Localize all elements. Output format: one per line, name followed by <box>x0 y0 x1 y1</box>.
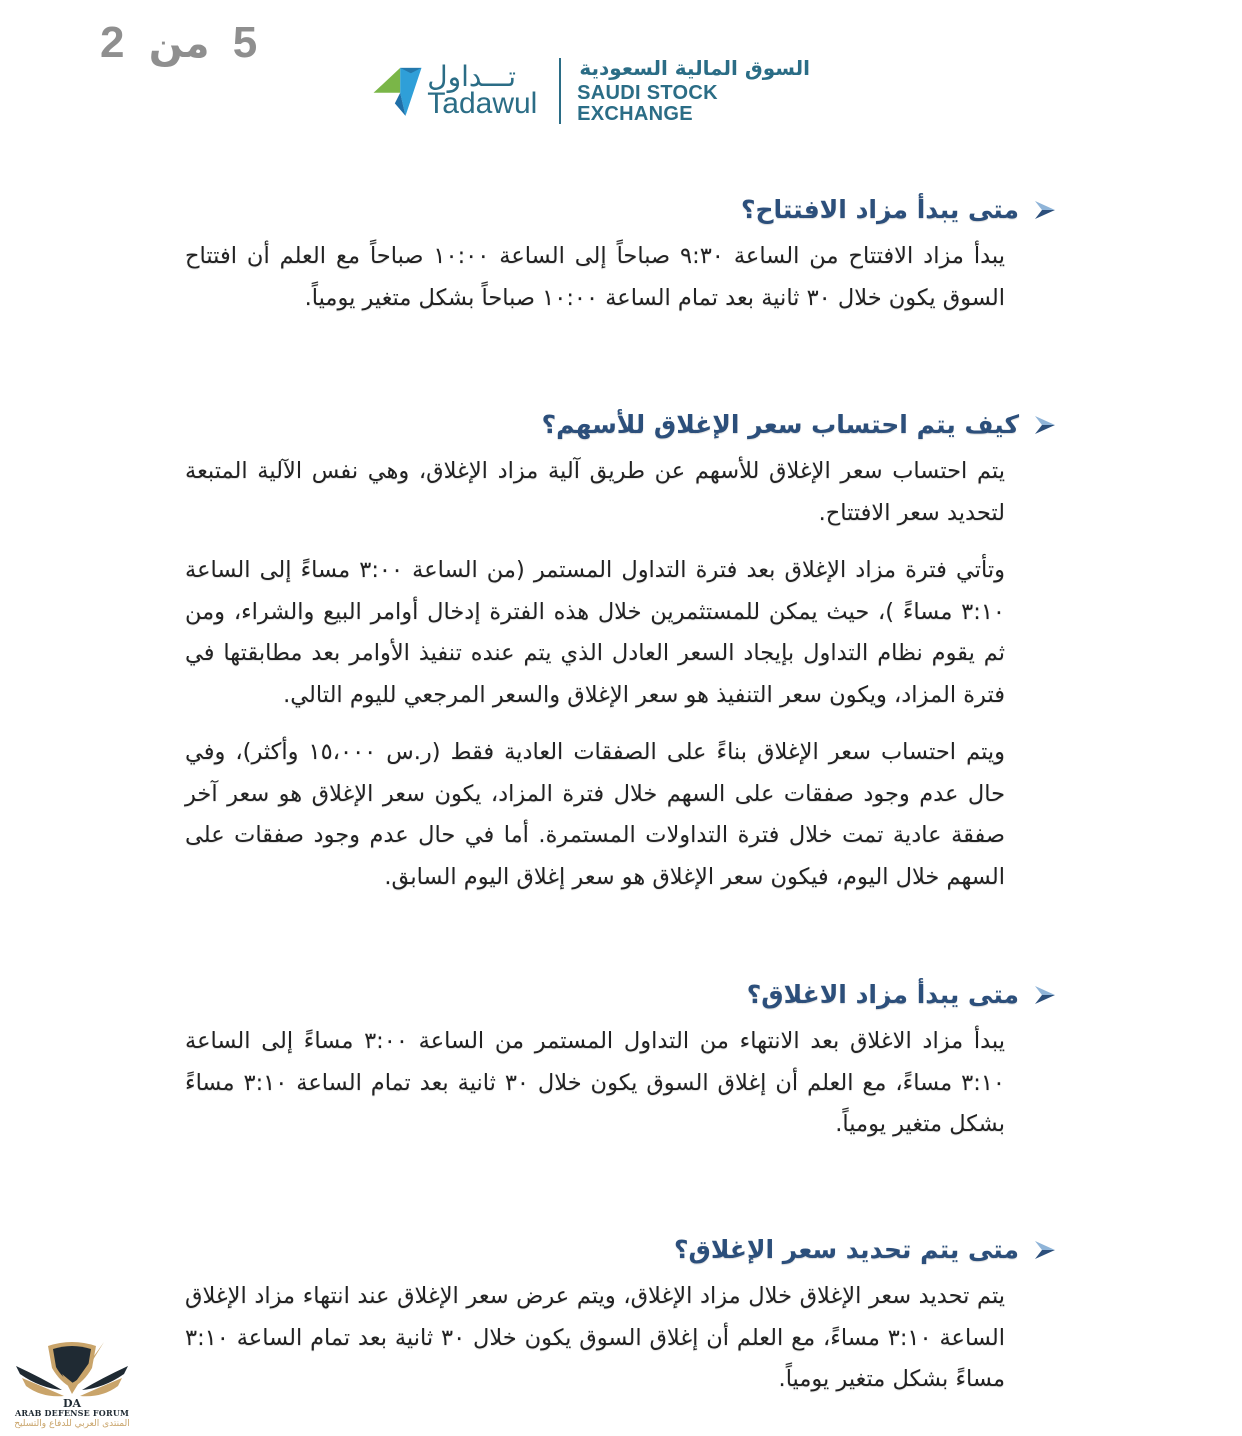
shield-wings-logo-icon <box>12 1338 132 1408</box>
logo-english-name: Tadawul <box>427 87 538 120</box>
answer-paragraph: يتم احتساب سعر الإغلاق للأسهم عن طريق آلية مزاد الإغلاق، وهي نفس الآلية المتبعة لتحديد سعر الافتتاح. <box>185 458 1005 526</box>
logo-brand-text <box>427 60 538 120</box>
faq-section <box>185 195 1057 319</box>
page-current: 2 <box>100 18 126 67</box>
answer-paragraph: ويتم احتساب سعر الإغلاق بناءً على الصفقات العادية فقط (ر.س ١٥،٠٠٠ وأكثر)، وفي حال عدم وجود صفقات على السهم خلال فترة المزاد، يكون سعر الإغلاق هو سعر آخر صفقة عادية تمت خلال فترة التداولات المستمرة. أما في حال عدم وجود صفقات على السهم خلال اليوم، فيكون سعر الإغلاق هو سعر إغلاق اليوم السابق. <box>185 739 1005 890</box>
faq-question <box>185 410 1057 439</box>
faq-question <box>185 195 1057 224</box>
logo-exchange-text <box>577 55 810 125</box>
faq-question <box>185 980 1057 1009</box>
logo-exchange-english: SAUDI STOCK EXCHANGE <box>577 81 718 125</box>
arrow-bullet-icon <box>1033 1239 1057 1261</box>
page-counter <box>100 18 258 68</box>
answer-paragraph: يبدأ مزاد الافتتاح من الساعة ٩:٣٠ صباحاً إلى الساعة ١٠:٠٠ صباحاً مع العلم أن افتتاح السوق يكون خلال ٣٠ ثانية بعد تمام الساعة ١٠:٠٠ صباحاً بشكل متغير يومياً. <box>185 243 1005 311</box>
logo-exchange-arabic: السوق المالية السعودية <box>579 55 810 80</box>
logo-divider <box>559 58 561 124</box>
logo-arabic-name: تـــداول <box>427 60 517 93</box>
faq-question <box>185 1235 1057 1264</box>
arrow-bullet-icon <box>1033 984 1057 1006</box>
answer-paragraph: يتم تحديد سعر الإغلاق خلال مزاد الإغلاق، ويتم عرض سعر الإغلاق عند انتهاء مزاد الإغلاق الساعة ٣:١٠ مساءً، مع العلم أن إغلاق السوق يكون خلال ٣٠ ثانية بعد تمام الساعة ٣:١٠ مساءً بشكل متغير يومياً. <box>185 1283 1005 1392</box>
faq-section <box>185 410 1057 898</box>
question-text: كيف يتم احتساب سعر الإغلاق للأسهم؟ <box>541 410 1019 439</box>
question-text: متى يتم تحديد سعر الإغلاق؟ <box>673 1235 1019 1264</box>
answer-paragraph: وتأتي فترة مزاد الإغلاق بعد فترة التداول المستمر (من الساعة ٣:٠٠ مساءً إلى الساعة ٣:١٠ مساءً )، حيث يمكن للمستثمرين خلال هذه الفترة إدخال أوامر البيع والشراء، ومن ثم يقوم نظام التداول بإيجاد السعر العادل الذي يتم عنده تنفيذ الأوامر بعد مطابقتها في فترة المزاد، ويكون سعر التنفيذ هو سعر الإغلاق والسعر المرجعي لليوم التالي. <box>185 557 1005 708</box>
watermark-monogram: DA <box>62 1397 82 1408</box>
arrow-bullet-icon <box>1033 199 1057 221</box>
watermark-arabic-text: المنتدى العربي للدفاع والتسليح <box>14 1419 130 1429</box>
question-text: متى يبدأ مزاد الافتتاح؟ <box>741 195 1019 224</box>
answer-paragraph: يبدأ مزاد الاغلاق بعد الانتهاء من التداول المستمر من الساعة ٣:٠٠ مساءً إلى الساعة ٣:١٠ مساءً، مع العلم أن إغلاق السوق يكون خلال ٣٠ ثانية بعد تمام الساعة ٣:١٠ مساءً بشكل متغير يومياً. <box>185 1028 1005 1137</box>
faq-section <box>185 980 1057 1146</box>
page-separator: من <box>148 21 210 67</box>
arrow-bullet-icon <box>1033 414 1057 436</box>
question-text: متى يبدأ مزاد الاغلاق؟ <box>746 980 1019 1009</box>
tadawul-logo <box>370 55 810 127</box>
arab-defense-forum-watermark <box>8 1338 136 1434</box>
tadawul-mark-icon <box>370 61 423 121</box>
faq-section <box>185 1235 1057 1401</box>
page-total: 5 <box>232 18 259 67</box>
watermark-english-text: ARAB DEFENSE FORUM <box>14 1408 130 1418</box>
